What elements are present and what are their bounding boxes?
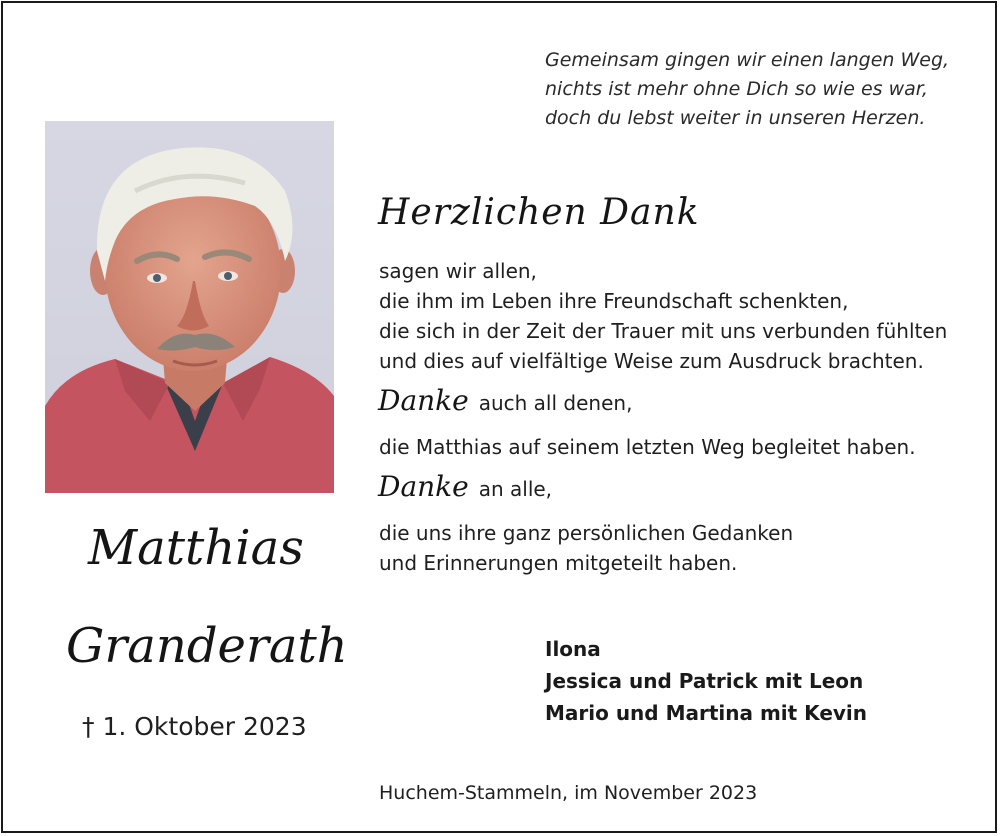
- text-line: sagen wir allen,: [379, 259, 537, 283]
- poem-line: Gemeinsam gingen wir einen langen Weg,: [545, 49, 950, 71]
- headline-thanks: Herzlichen Dank: [378, 192, 700, 233]
- portrait-illustration: [45, 121, 334, 493]
- text-line: die ihm im Leben ihre Freundschaft schenkten,: [379, 289, 849, 313]
- danke-line-1: [378, 384, 632, 417]
- text-line: die Matthias auf seinem letzten Weg begleitet haben.: [379, 435, 916, 459]
- danke-rest: an alle,: [478, 477, 553, 501]
- danke-line-2: [378, 470, 552, 503]
- place-and-date: Huchem-Stammeln, im November 2023: [379, 782, 758, 804]
- danke-script: Danke: [378, 470, 469, 503]
- thanks-paragraph-1: [379, 256, 947, 376]
- text-line: die uns ihre ganz persönlichen Gedanken: [379, 521, 794, 545]
- thanks-paragraph-2: [379, 432, 916, 462]
- family-member: Ilona: [545, 637, 601, 661]
- danke-script: Danke: [378, 384, 469, 417]
- death-date: † 1. Oktober 2023: [82, 712, 307, 741]
- deceased-first-name: Matthias: [88, 520, 304, 576]
- family-member: Mario und Martina mit Kevin: [545, 701, 868, 725]
- text-line: und dies auf vielfältige Weise zum Ausdruck brachten.: [379, 349, 924, 373]
- family-member: Jessica und Patrick mit Leon: [545, 669, 864, 693]
- poem-line: doch du lebst weiter in unseren Herzen.: [545, 107, 926, 129]
- danke-rest: auch all denen,: [478, 391, 633, 415]
- text-line: die sich in der Zeit der Trauer mit uns verbunden fühlten: [379, 319, 948, 343]
- portrait-photo: [45, 121, 334, 493]
- text-line: und Erinnerungen mitgeteilt haben.: [379, 551, 738, 575]
- family-signatures: [545, 633, 867, 729]
- deceased-last-name: Granderath: [66, 618, 348, 674]
- thanks-paragraph-3: [379, 518, 793, 578]
- poem-line: nichts ist mehr ohne Dich so wie es war,: [545, 78, 928, 100]
- memorial-poem: [545, 46, 949, 133]
